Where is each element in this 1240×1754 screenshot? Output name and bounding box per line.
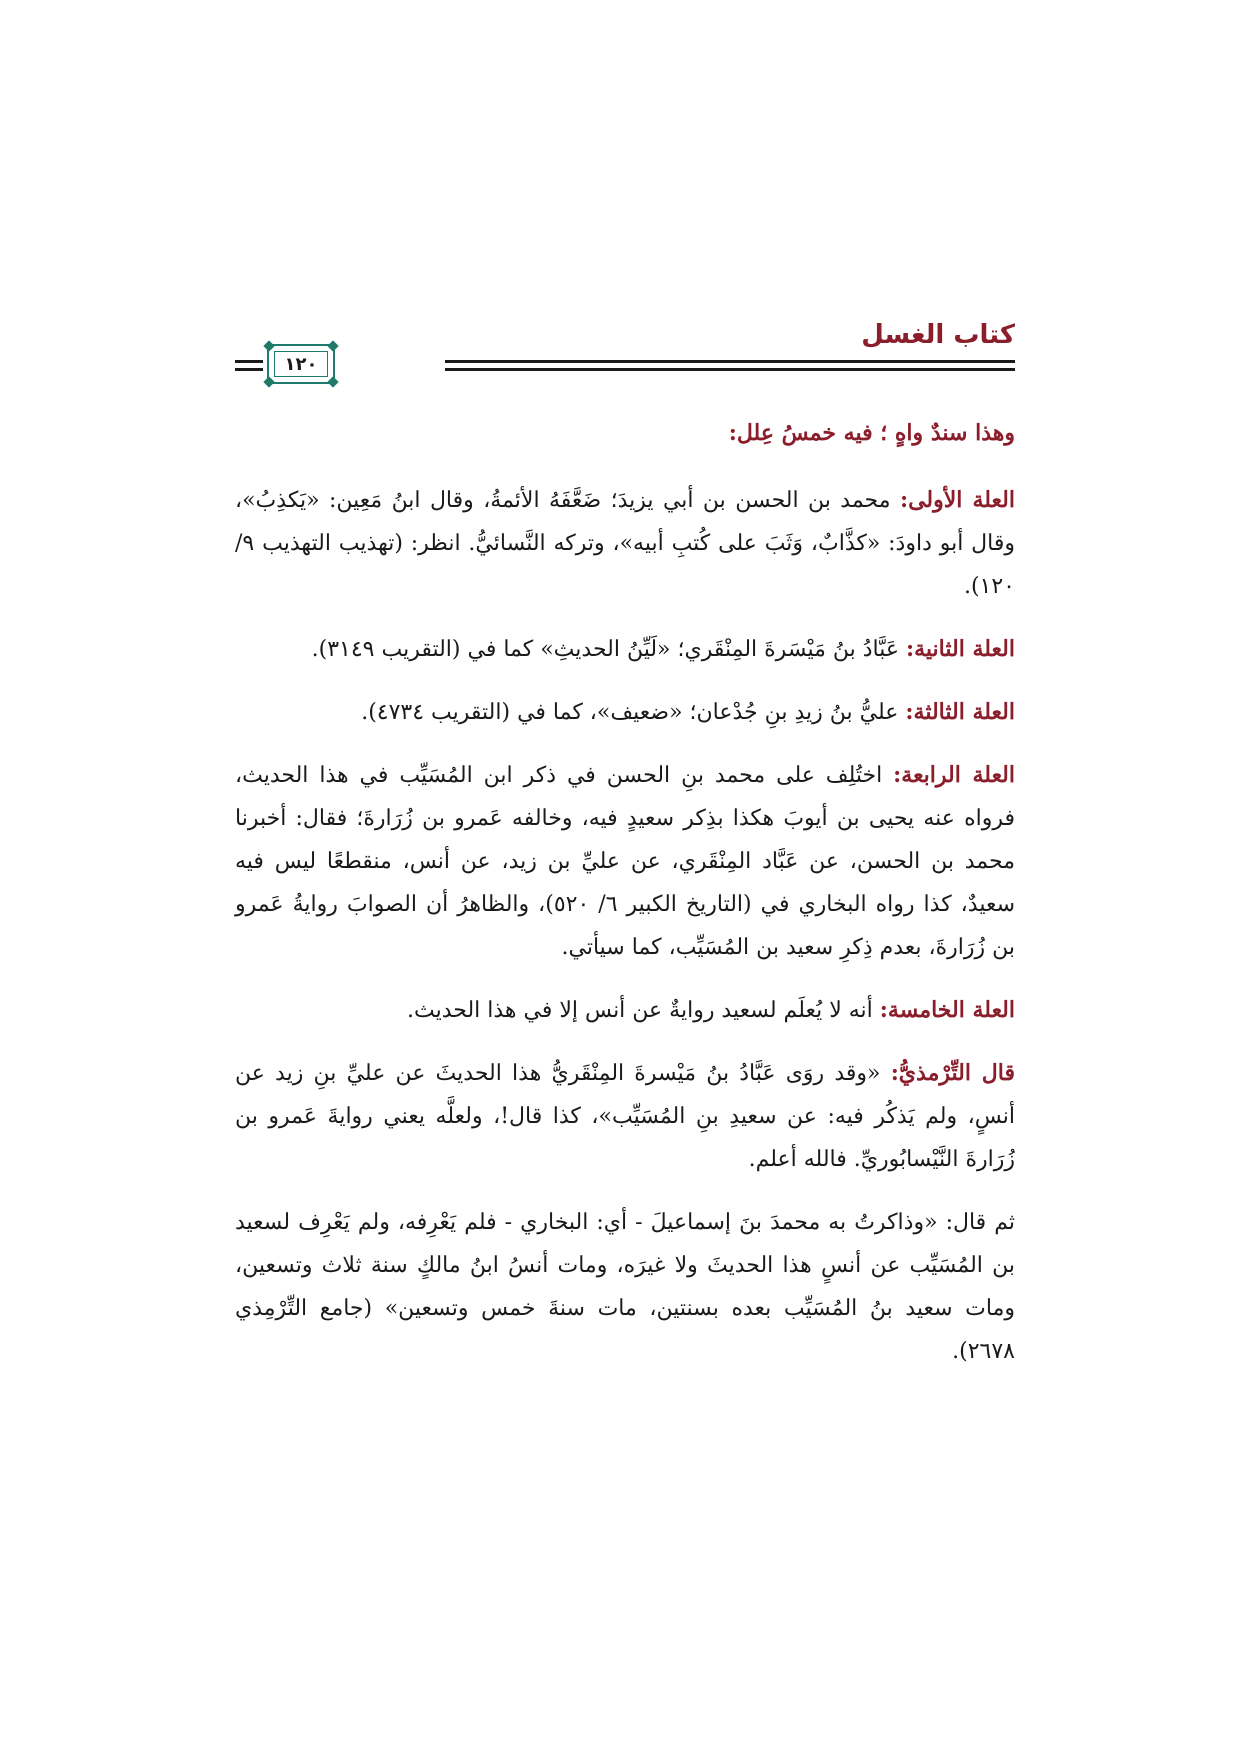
paragraph-label: العلة الخامسة: bbox=[879, 997, 1015, 1023]
page-number: ١٢٠ bbox=[284, 354, 318, 375]
paragraph-text: اختُلِف على محمد بنِ الحسن في ذكر ابن المُسَيِّب في هذا الحديث، فرواه عنه يحيى بن أيوبَ هكذا بذِكر سعيدٍ فيه، وخالفه عَمرو بن زُرَارةَ؛ فقال: أخبرنا محمد بن الحسن، عن عَبَّاد المِنْقَري، عن عليِّ بن زيد، عن أنس، منقطعًا ليس فيه سعيدٌ، كذا رواه البخاري في (التاريخ الكبير ٦/ ٥٢٠)، والظاهرُ أن الصوابَ روايةُ عَمرو بن زُرَارةَ، بعدم ذِكرِ سعيد بن المُسَيِّب، كما سيأتي. bbox=[235, 763, 1016, 960]
paragraph-illa-2 bbox=[235, 628, 1015, 671]
paragraph-text: «وقد روَى عَبَّادُ بنُ مَيْسرةَ المِنْقَريُّ هذا الحديثَ عن عليِّ بنِ زيد عن أنسٍ، ولم يَذكُر فيه: عن سعيدِ بنِ المُسَيِّب»، كذا قال!، ولعلَّه يعني روايةَ عَمرو بن زُرَارةَ النَّيْسابُوريِّ. فالله أعلم. bbox=[235, 1061, 1015, 1172]
paragraph-illa-5 bbox=[235, 989, 1015, 1032]
paragraph-label: العلة الثالثة: bbox=[905, 699, 1015, 725]
paragraph-label: العلة الرابعة: bbox=[893, 762, 1015, 788]
paragraph-text: أنه لا يُعلَم لسعيد روايةٌ عن أنس إلا في هذا الحديث. bbox=[406, 998, 880, 1023]
paragraph-conclusion bbox=[235, 1201, 1015, 1373]
frame-ornament-icon bbox=[263, 376, 274, 387]
paragraph-illa-4 bbox=[235, 754, 1015, 969]
paragraph-label: قال التِّرْمذيُّ: bbox=[890, 1060, 1016, 1086]
frame-ornament-icon bbox=[327, 376, 338, 387]
paragraph-text: محمد بن الحسن بن أبي يزيدَ؛ ضَعَّفَهُ الأئمةُ، وقال ابنُ مَعِين: «يَكذِبُ»، وقال أبو داودَ: «كذَّابٌ، وَثَبَ على كُتبِ أبيه»، وتركه النَّسائيُّ. انظر: (تهذيب التهذيب ٩/ ١٢٠). bbox=[235, 488, 1015, 599]
chapter-title: كتاب الغسل bbox=[861, 320, 1015, 350]
paragraph-illa-3 bbox=[235, 691, 1015, 734]
frame-ornament-icon bbox=[263, 340, 274, 351]
paragraph-tirmidhi bbox=[235, 1052, 1015, 1181]
paragraph-illa-1 bbox=[235, 479, 1015, 608]
page-body bbox=[235, 412, 1015, 1393]
paragraph-label: العلة الثانية: bbox=[905, 636, 1015, 662]
header-rule-left-bottom bbox=[235, 368, 263, 371]
page-number-frame bbox=[267, 344, 335, 384]
header-rule-bottom bbox=[445, 368, 1015, 371]
header-rule-left-top bbox=[235, 360, 263, 363]
paragraph-text: ثم قال: «وذاكرتُ به محمدَ بنَ إسماعيلَ - أي: البخاري - فلم يَعْرِفه، ولم يَعْرِف لسعيد بن المُسَيِّب عن أنسٍ هذا الحديثَ ولا غيرَه، ومات أنسُ ابنُ مالكٍ سنة ثلاث وتسعين، ومات سعيد بنُ المُسَيِّب بعده بسنتين، مات سنةَ خمس وتسعين» (جامع التِّرْمِذي ٢٦٧٨). bbox=[235, 1210, 1015, 1364]
paragraph-text: عليُّ بنُ زيدِ بنِ جُدْعان؛ «ضعيف»، كما في (التقريب ٤٧٣٤). bbox=[361, 700, 906, 725]
paragraph-text: عَبَّادُ بنُ مَيْسَرةَ المِنْقَري؛ «لَيِّنُ الحديثِ» كما في (التقريب ٣١٤٩). bbox=[311, 637, 906, 662]
paragraph-label: العلة الأولى: bbox=[899, 487, 1015, 513]
header-rule-top bbox=[445, 360, 1015, 363]
page-header bbox=[235, 300, 1015, 390]
frame-ornament-icon bbox=[327, 340, 338, 351]
intro-heading: وهذا سندٌ واهٍ ؛ فيه خمسُ عِلل: bbox=[728, 420, 1015, 446]
